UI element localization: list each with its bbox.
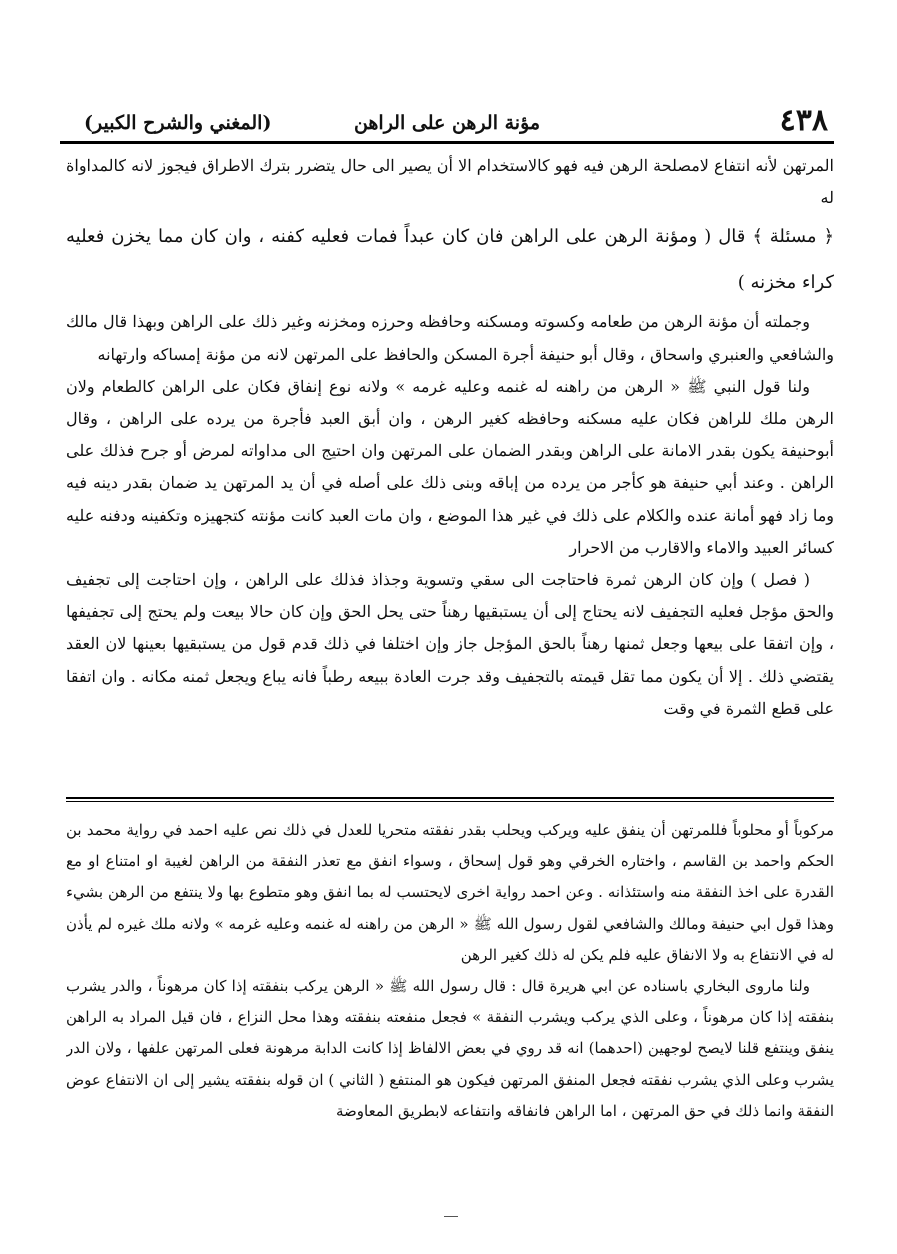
paragraph: وجملته أن مؤنة الرهن من طعامه وكسوته ومسكنه وحافظه وحرزه ومخزنه وغير ذلك على الراهن وبهذا قال مالك والشافعي والعنبري واسحاق ، وقال أبو حنيفة أجرة المسكن والحافظ على المرتهن لانه من مؤنة إمساكه وارتهانه <box>66 312 834 364</box>
page-title: مؤنة الرهن على الراهن <box>353 112 541 134</box>
running-header <box>60 100 834 140</box>
commentary-text-block <box>66 815 834 1215</box>
header-rule <box>60 141 834 144</box>
masala-heading-paragraph: ﴿ مسئلة ﴾ قال ( ومؤنة الرهن على الراهن فان كان عبداً فمات فعليه كفنه ، وان كان مما يخزن فعليه كراء مخزنه ) <box>66 226 834 294</box>
main-text-block <box>66 150 834 805</box>
paragraph: ولنا ماروى البخاري باسناده عن ابي هريرة قال : قال رسول الله ﷺ « الرهن يركب بنفقته إذا كان مرهوناً ، والدر يشرب بنفقته إذا كان مرهوناً ، وعلى الذي يركب ويشرب النفقة » فجعل منفعته بنفقته وهذا محل النزاع ، فان قيل المراد به الراهن ينفق وينتفع قلنا لايصح لوجهين (احدهما) انه قد روي في بعض الالفاظ إذا كانت الدابة مرهونة فعلى المرتهن علفها ، ولان الدر يشرب وعلى الذي يشرب نفقته فجعل المنفق المرتهن فيكون هو المنتفع ( الثاني ) ان قوله بنفقته يشير إلى ان الانتفاع عوض النفقة وانما ذلك في حق المرتهن ، اما الراهن فانفاقه وانتفاعه لابطريق المعاوضة <box>66 977 834 1120</box>
paragraph: ولنا قول النبي ﷺ « الرهن من راهنه له غنمه وعليه غرمه » ولانه نوع إنفاق فكان على الراهن كالطعام ولان الرهن ملك للراهن فكان عليه مسكنه وحافظه كغير الرهن ، وان أبق العبد فأجرة من يرده على الراهن ، وقال أبوحنيفة يكون بقدر الامانة على الراهن وبقدر الضمان على المرتهن وان احتيج الى مداواته لمرض أو جرح فذلك على الراهن . وعند أبي حنيفة هو كأجر من يرده من إباقه وبنى ذلك على أصله في أن يد المرتهن يد ضمان بقدر دينه فيه وما زاد فهو أمانة عنده والكلام على ذلك في غير هذا الموضع ، وان مات العبد كانت مؤنته كتجهيزه وتكفينه ودفنه عليه كسائر العبيد والاماء والاقارب من الاحرار <box>66 376 834 557</box>
book-title: (المغني والشرح الكبير) <box>84 112 272 134</box>
paragraph: مركوباً أو محلوباً فللمرتهن أن ينفق عليه ويركب ويحلب بقدر نفقته متحريا للعدل في ذلك نص عليه احمد في رواية محمد بن الحكم واحمد بن القاسم ، واختاره الخرقي وهو قول إسحاق ، وسواء انفق مع تعذر النفقة من الراهن لغيبة او امتناع او مع القدرة على اخذ النفقة منه واستئذانه . وعن احمد رواية اخرى لايحتسب له بما انفق وهو متطوع بها ولا ينتفع من الرهن بشيء وهذا قول ابي حنيفة ومالك والشافعي لقول رسول الله ﷺ « الرهن من راهنه له غنمه وعليه غرمه » ولانه ملك غيره لم يأذن له في الانتفاع به ولا الانفاق عليه فلم يكن له ذلك كغير الرهن <box>66 821 834 964</box>
footer-mark <box>444 1216 458 1217</box>
page-number: ٤٣٨ <box>779 103 828 138</box>
fasl-paragraph: ( فصل ) وإن كان الرهن ثمرة فاحتاجت الى سقي وتسوية وجذاذ فذلك على الراهن ، وإن احتاجت إلى تجفيف والحق مؤجل فعليه التجفيف لانه يحتاج إلى أن يستبقيها رهناً حتى يحل الحق وإن كان حالا بيعت ولم يحتج إلى تجفيفها ، وإن اتفقا على بيعها وجعل ثمنها رهناً بالحق المؤجل جاز وإن اختلفا في ذلك قدم قول من يستبقيها بعينها لان العقد يقتضي ذلك . إلا أن يكون مما تقل قيمته بالتجفيف وقد جرت العادة ببيعه رطباً فانه يباع ويجعل ثمنه مكانه . وان اتفقا على قطع الثمرة في وقت <box>66 570 834 718</box>
section-divider-thin <box>66 801 834 802</box>
paragraph: المرتهن لأنه انتفاع لامصلحة الرهن فيه فهو كالاستخدام الا أن يصير الى حال يتضرر بترك الاطراق فيجوز لانه كالمداواة له <box>66 156 834 208</box>
section-divider <box>66 797 834 799</box>
